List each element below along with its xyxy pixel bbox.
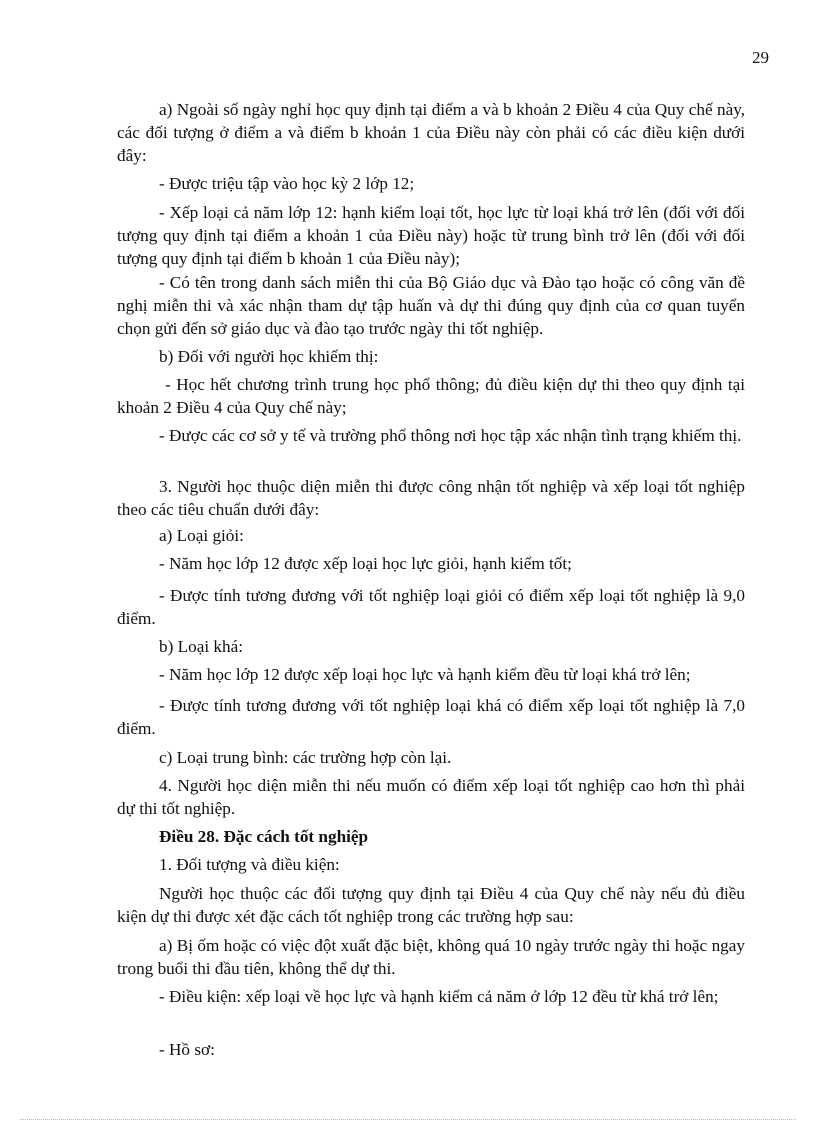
paragraph: Người học thuộc các đối tượng quy định tại Điều 4 của Quy chế này nếu đủ điều kiện dự thi được xét đặc cách tốt nghiệp trong các trường hợp sau: (117, 884, 745, 926)
paragraph: c) Loại trung bình: các trường hợp còn lại. (159, 748, 452, 767)
page-number: 29 (752, 48, 769, 67)
paragraph: - Năm học lớp 12 được xếp loại học lực giỏi, hạnh kiểm tốt; (159, 554, 572, 573)
paragraph: - Điều kiện: xếp loại về học lực và hạnh kiểm cả năm ở lớp 12 đều từ khá trở lên; (159, 987, 719, 1006)
paragraph: 1. Đối tượng và điều kiện: (159, 855, 340, 874)
paragraph: - Được triệu tập vào học kỳ 2 lớp 12; (159, 174, 415, 193)
paragraph: 4. Người học diện miễn thi nếu muốn có điểm xếp loại tốt nghiệp cao hơn thì phải dự thi tốt nghiệp. (117, 776, 745, 818)
page-bottom-divider (20, 1119, 796, 1120)
section-heading: Điều 28. Đặc cách tốt nghiệp (159, 827, 369, 846)
paragraph: - Hồ sơ: (159, 1040, 215, 1059)
paragraph: a) Loại giỏi: (159, 526, 244, 545)
paragraph: - Được tính tương đương với tốt nghiệp loại giỏi có điểm xếp loại tốt nghiệp là 9,0 điểm. (117, 586, 745, 628)
paragraph: - Được các cơ sở y tế và trường phổ thông nơi học tập xác nhận tình trạng khiếm thị. (159, 426, 742, 445)
paragraph: - Có tên trong danh sách miễn thi của Bộ Giáo dục và Đào tạo hoặc có công văn đề nghị miễn thi và xác nhận tham dự tập huấn và dự thi đúng quy định của cơ quan tuyển chọn gửi đến sở giáo dục và đào tạo trước ngày thi tốt nghiệp. (117, 273, 745, 338)
paragraph: b) Đối với người học khiếm thị: (159, 347, 379, 366)
paragraph: a) Ngoài số ngày nghỉ học quy định tại điểm a và b khoản 2 Điều 4 của Quy chế này, các đối tượng ở điểm a và điểm b khoản 1 của Điều này còn phải có các điều kiện dưới đây: (117, 100, 745, 165)
paragraph: 3. Người học thuộc diện miễn thi được công nhận tốt nghiệp và xếp loại tốt nghiệp theo các tiêu chuẩn dưới đây: (117, 477, 745, 519)
paragraph: - Xếp loại cả năm lớp 12: hạnh kiểm loại tốt, học lực từ loại khá trở lên (đối với đối tượng quy định tại điểm a khoản 1 của Điều này) hoặc từ trung bình trở lên (đối với đối tượng quy định tại điểm b khoản 1 của Điều này); (117, 203, 745, 268)
paragraph: - Được tính tương đương với tốt nghiệp loại khá có điểm xếp loại tốt nghiệp là 7,0 điểm. (117, 696, 745, 738)
paragraph: - Học hết chương trình trung học phổ thông; đủ điều kiện dự thi theo quy định tại khoản 2 Điều 4 của Quy chế này; (117, 375, 745, 417)
paragraph: - Năm học lớp 12 được xếp loại học lực và hạnh kiểm đều từ loại khá trở lên; (159, 665, 691, 684)
paragraph: a) Bị ốm hoặc có việc đột xuất đặc biệt, không quá 10 ngày trước ngày thi hoặc ngay trong buổi thi đầu tiên, không thể dự thi. (117, 936, 745, 978)
paragraph: b) Loại khá: (159, 637, 243, 656)
